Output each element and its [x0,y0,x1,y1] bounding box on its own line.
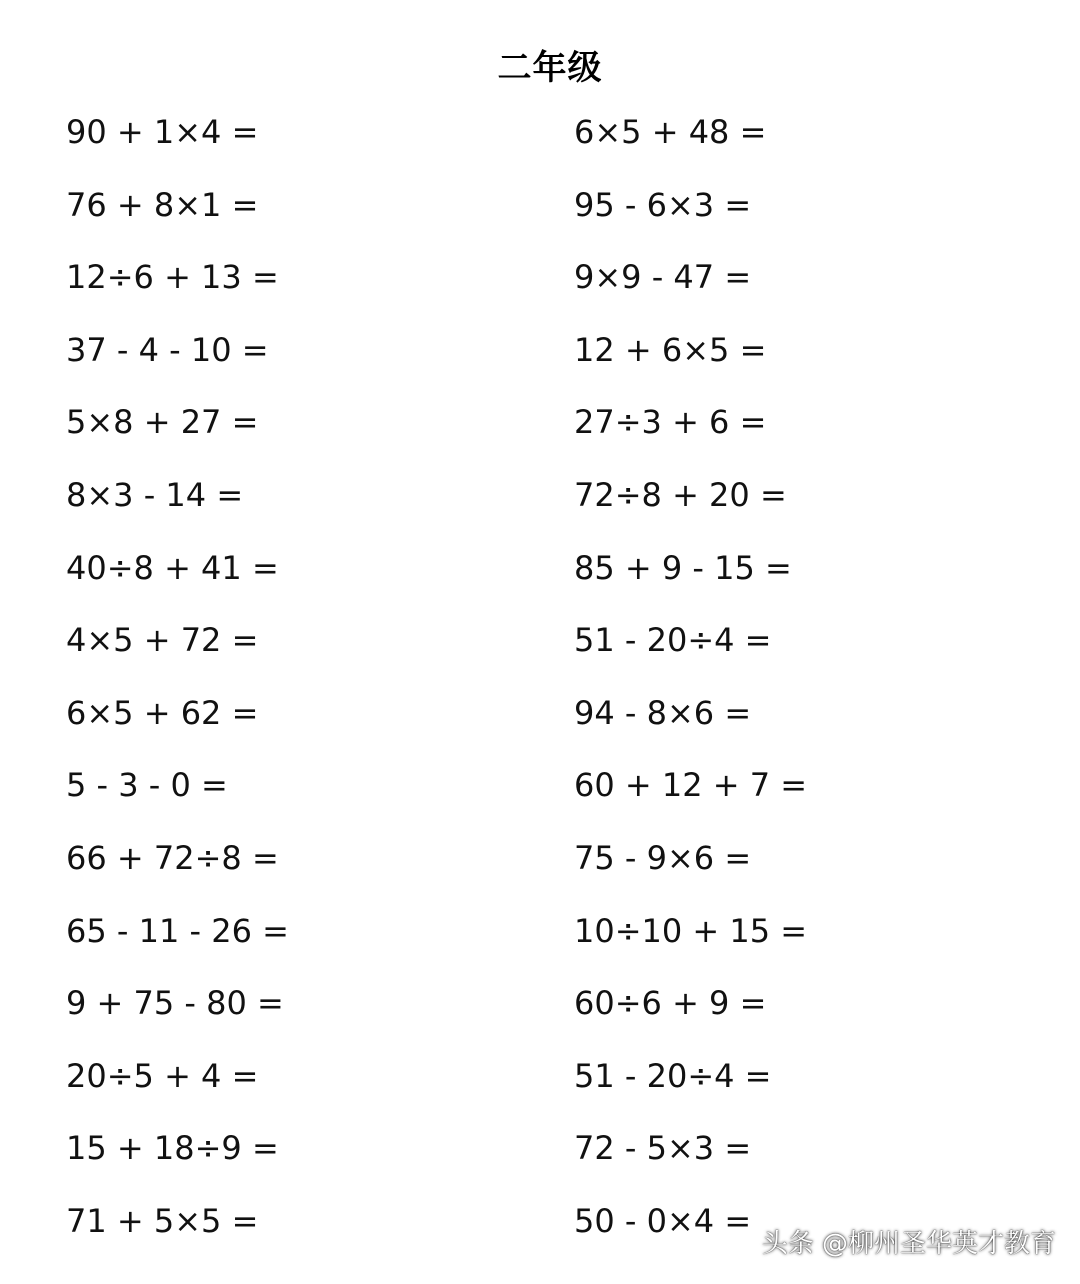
problem-item: 51 - 20÷4 = [574,621,772,660]
problem-item: 72÷8 + 20 = [574,475,787,514]
source-watermark: 头条 @柳州圣华英才教育 [761,1229,1056,1259]
problem-item: 71 + 5×5 = [66,1201,259,1240]
problem-item: 15 + 18÷9 = [66,1129,279,1168]
problem-item: 60 + 12 + 7 = [574,766,808,805]
problem-item: 94 - 8×6 = [574,693,752,732]
problem-item: 20÷5 + 4 = [66,1056,259,1095]
problem-item: 76 + 8×1 = [66,185,259,224]
problem-item: 4×5 + 72 = [66,621,259,660]
problem-item: 65 - 11 - 26 = [66,911,289,950]
problem-item: 9 + 75 - 80 = [66,984,284,1023]
problem-item: 12÷6 + 13 = [66,258,279,297]
problem-item: 51 - 20÷4 = [574,1056,772,1095]
problem-item: 75 - 9×6 = [574,838,752,877]
problem-item: 6×5 + 48 = [574,113,767,151]
problem-item: 6×5 + 62 = [66,693,259,732]
problem-item: 8×3 - 14 = [66,475,244,514]
left-problem-column [66,112,526,1274]
problem-item: 66 + 72÷8 = [66,838,279,877]
problem-item: 5×8 + 27 = [66,403,259,442]
problem-item: 37 - 4 - 10 = [66,330,269,369]
problem-item: 85 + 9 - 15 = [574,548,792,587]
problem-item: 50 - 0×4 = [574,1201,752,1240]
problem-item: 90 + 1×4 = [66,113,259,151]
page-title: 二年级 [497,48,603,88]
problem-item: 10÷10 + 15 = [574,911,808,950]
problem-item: 60÷6 + 9 = [574,984,767,1023]
problem-item: 5 - 3 - 0 = [66,766,228,805]
problem-item: 95 - 6×3 = [574,185,752,224]
problem-item: 72 - 5×3 = [574,1129,752,1168]
problem-item: 27÷3 + 6 = [574,403,767,442]
problem-item: 40÷8 + 41 = [66,548,279,587]
problem-item: 12 + 6×5 = [574,330,767,369]
problem-item: 9×9 - 47 = [574,258,752,297]
right-problem-column [574,112,1034,1274]
